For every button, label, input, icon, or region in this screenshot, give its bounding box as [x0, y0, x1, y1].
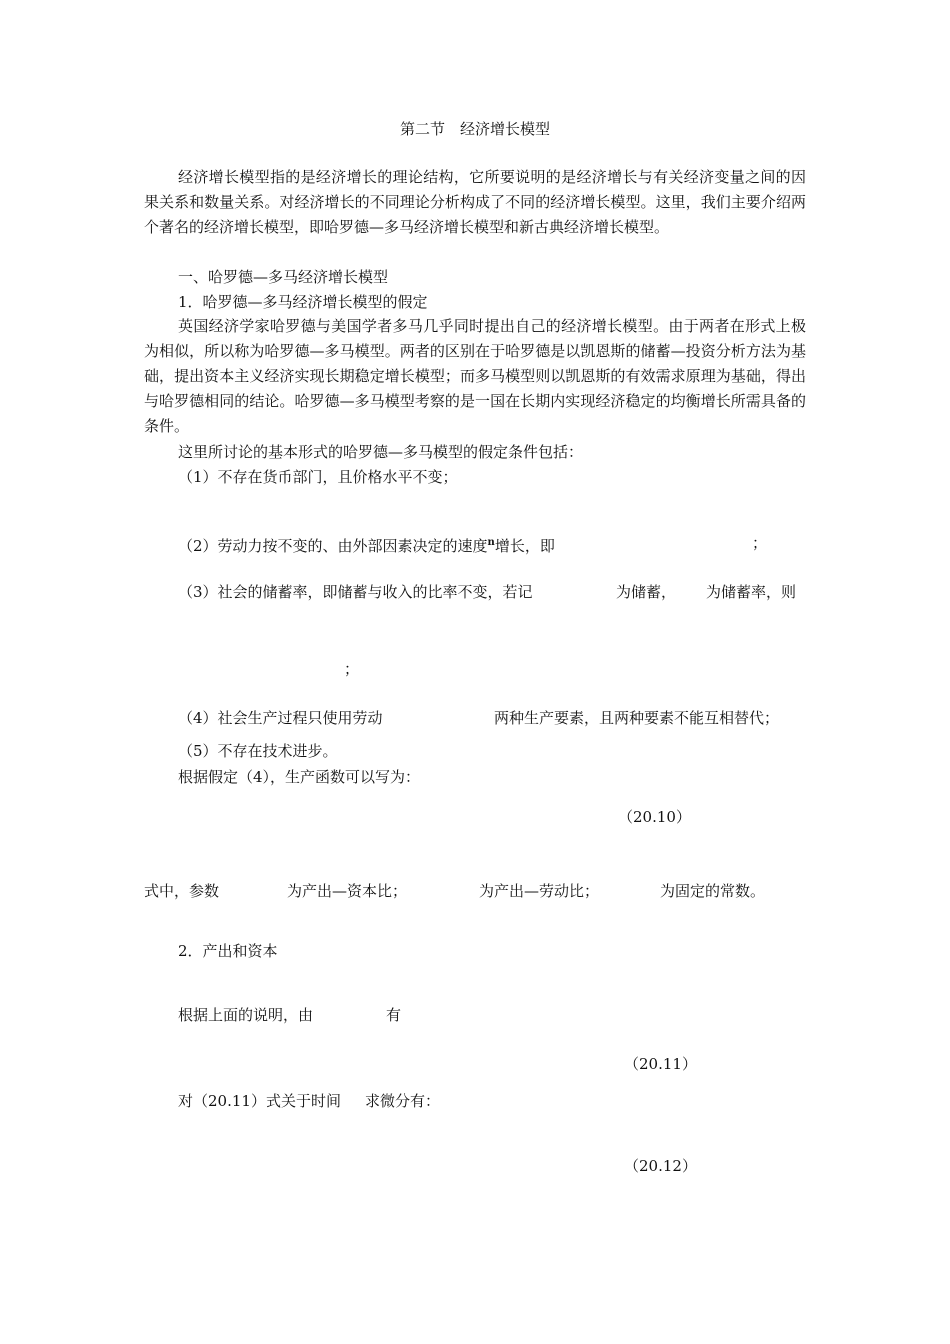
- growth-rate-symbol: n: [487, 537, 495, 548]
- diff-text-a: 对（20.11）式关于时间: [178, 1092, 341, 1110]
- assumption-3-a: （3）社会的储蓄率，即储蓄与收入的比率不变，若记: [178, 583, 533, 601]
- assumption-3-b: 为储蓄，: [616, 583, 677, 601]
- equation-number-20-11: （20.11）: [624, 1055, 697, 1073]
- sub1-paragraph: 英国经济学家哈罗德与美国学者多马几乎同时提出自己的经济增长模型。由于两者在形式上极为相似，所以称为哈罗德—多马模型。两者的区别在于哈罗德是以凯恩斯的储蓄—投资分析方法为基础，提出资本主义经济实现长期稳定增长模型；而多马模型则以凯恩斯的有效需求原理为基础，得出与哈罗德相同的结论。哈罗德—多马模型考察的是一国在长期内实现经济稳定的均衡增长所需具备的条件。: [144, 317, 806, 435]
- param-text-a: 式中，参数: [144, 882, 220, 900]
- production-intro: 根据假定（4），生产函数可以写为：: [178, 768, 421, 786]
- equation-number-20-12: （20.12）: [624, 1157, 697, 1175]
- sub1-heading: 1．哈罗德—多马经济增长模型的假定: [178, 293, 428, 311]
- assumption-2: [178, 532, 555, 557]
- assumption-3-c: 为储蓄率，则: [706, 583, 797, 601]
- intro-paragraph: 经济增长模型指的是经济增长的理论结构，它所要说明的是经济增长与有关经济变量之间的因果关系和数量关系。对经济增长的不同理论分析构成了不同的经济增长模型。这里，我们主要介绍两个著名的经济增长模型，即哈罗德—多马经济增长模型和新古典经济增长模型。: [144, 168, 806, 236]
- param-text-b: 为产出—资本比；: [287, 882, 408, 900]
- derive-text-b: 有: [386, 1006, 402, 1024]
- param-text-d: 为固定的常数。: [660, 882, 766, 900]
- assumption-3-end: ；: [344, 660, 360, 678]
- diff-text-b: 求微分有：: [365, 1092, 441, 1110]
- derive-text-a: 根据上面的说明，由: [178, 1006, 314, 1024]
- param-text-c: 为产出—劳动比；: [479, 882, 600, 900]
- assumption-2-end: ；: [752, 534, 768, 552]
- section-title: 第二节 经济增长模型: [399, 120, 550, 138]
- assumption-2-text-a: （2）劳动力按不变的、由外部因素决定的速度: [178, 537, 488, 555]
- assumption-1: （1）不存在货币部门，且价格水平不变；: [178, 468, 458, 486]
- equation-number-20-10: （20.10）: [618, 808, 691, 826]
- assumption-2-text-b: 增长，即: [494, 537, 555, 555]
- sub2-heading: 2．产出和资本: [178, 942, 278, 960]
- section1-heading: 一、哈罗德—多马经济增长模型: [178, 268, 389, 286]
- assumptions-intro: 这里所讨论的基本形式的哈罗德—多马模型的假定条件包括：: [178, 443, 584, 461]
- assumption-5: （5）不存在技术进步。: [178, 742, 338, 760]
- assumption-4-b: 两种生产要素，且两种要素不能互相替代；: [494, 709, 780, 727]
- assumption-4-a: （4）社会生产过程只使用劳动: [178, 709, 383, 727]
